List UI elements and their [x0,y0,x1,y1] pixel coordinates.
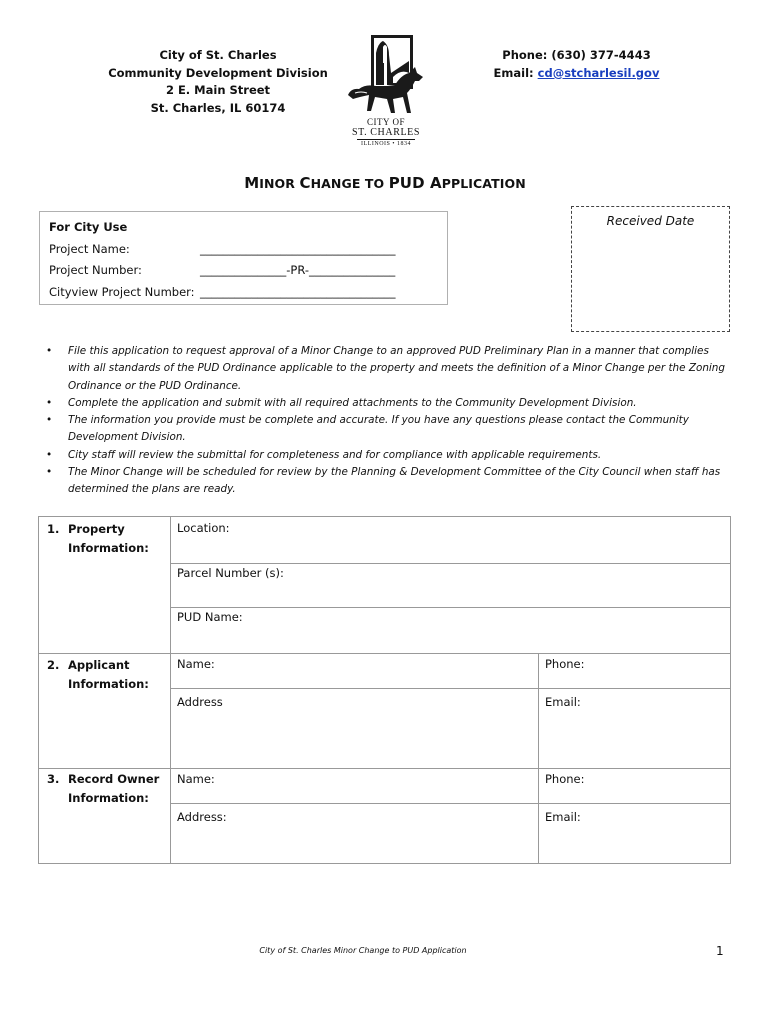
fox-tree-emblem-icon [345,33,427,117]
bullet-icon: • [46,396,53,409]
page-title: MINOR CHANGE TO PUD APPLICATION [244,174,526,192]
location-field[interactable]: Location: [177,521,230,535]
bullet-icon: • [46,466,53,479]
page-number: 1 [716,944,724,958]
owner-phone-field[interactable]: Phone: [545,772,585,786]
list-item: • The information you provide must be complete and accurate. If you have any questions please contact the Community Development Division. [46,414,689,444]
project-name-label: Project Name: [49,242,130,256]
address-line: City of St. Charles [159,48,277,62]
bullet-icon: • [46,345,53,357]
email-link[interactable]: cd@stcharlesil.gov [537,65,660,80]
division-address-block [100,47,336,117]
bullet-icon: • [46,448,53,461]
pud-name-field[interactable]: PUD Name: [177,610,243,624]
project-number-label: Project Number: [49,263,142,277]
owner-address-field[interactable]: Address: [177,810,227,824]
instruction-list [46,343,726,499]
cityview-project-number-line: __________________________________ [200,285,396,299]
list-item: • The Minor Change will be scheduled for review by the Planning & Development Committee of the City Council when staff has determined the plans are ready. [46,466,721,496]
applicant-address-field[interactable]: Address [177,695,223,709]
section-applicant-information: 2. Applicant Information: [47,658,149,691]
address-line: 2 E. Main Street [165,83,271,97]
list-item: • File this application to request approval of a Minor Change to an approved PUD Preliminary Plan in a manner that complies with all standards of the PUD Ordinance applicable to the property and meets the definition of a Minor Change per the Zoning Ordinance or the PUD Ordinance. [46,345,725,392]
owner-name-field[interactable]: Name: [177,772,215,786]
address-line: Community Development Division [108,65,328,80]
applicant-name-field[interactable]: Name: [177,657,215,671]
phone-text: Phone: (630) 377-4443 [502,48,651,62]
email-label: Email: [493,65,538,80]
logo-text-illinois: ILLINOIS • 1834 [361,141,411,147]
applicant-phone-field[interactable]: Phone: [545,657,585,671]
bullet-icon: • [46,414,53,427]
received-date-label: Received Date [606,214,695,228]
logo-text-st-charles: ST. CHARLES [351,127,421,138]
logo-text-city-of: CITY OF [367,117,405,127]
email-line [470,65,683,83]
city-logo [345,33,427,151]
page-footer: City of St. Charles Minor Change to PUD Application [259,946,467,955]
list-item: • Complete the application and submit with all required attachments to the Community Development Division. [46,395,726,412]
logo-divider [357,139,415,140]
project-number-line: _______________-PR-_______________ [200,263,396,277]
section-property-information: 1. Property Information: [47,522,149,555]
list-item: • City staff will review the submittal for completeness and for compliance with applicable requirements. [46,447,726,464]
section-record-owner-information: 3. Record Owner Information: [47,772,160,805]
application-form-table [38,516,731,864]
applicant-email-field[interactable]: Email: [545,695,581,709]
city-use-heading: For City Use [49,220,128,234]
project-name-line: __________________________________ [200,242,396,256]
owner-email-field[interactable]: Email: [545,810,581,824]
address-line: St. Charles, IL 60174 [150,100,286,115]
cityview-project-number-label: Cityview Project Number: [49,285,195,299]
contact-block [470,47,683,82]
table-column-divider [170,517,171,863]
city-use-box [39,211,448,305]
parcel-number-field[interactable]: Parcel Number (s): [177,566,284,580]
received-date-stamp-box [571,206,730,332]
